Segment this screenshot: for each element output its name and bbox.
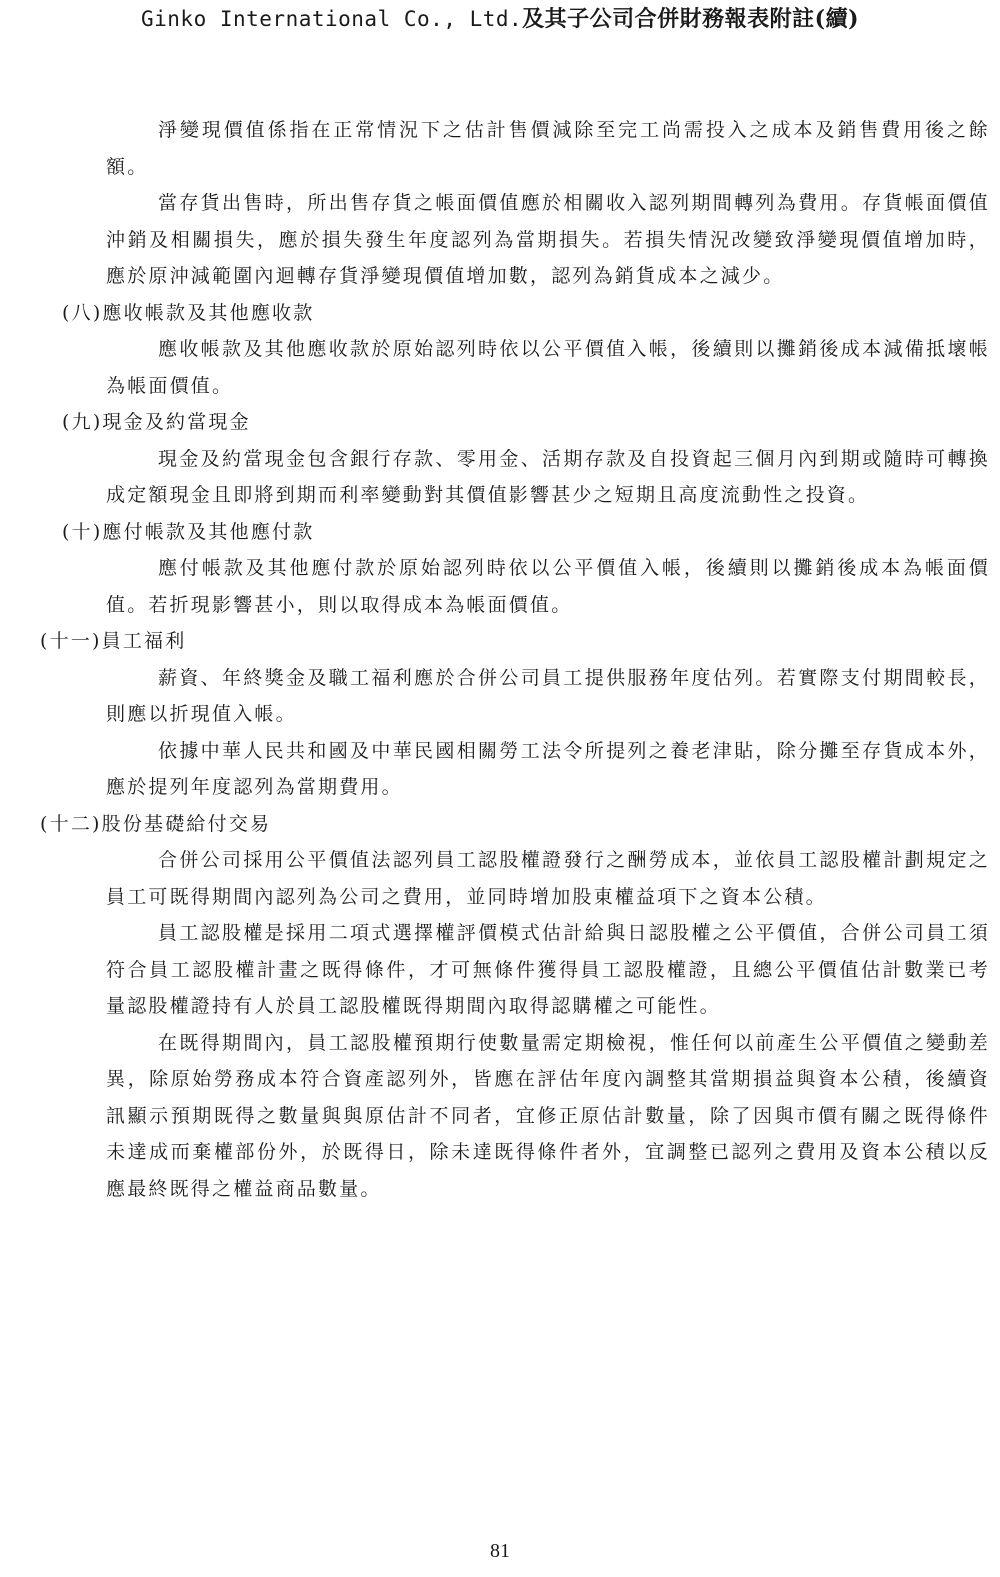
paragraph-fair-value-method: 合併公司採用公平價值法認列員工認股權證發行之酬勞成本，並依員工認股權計劃規定之員工可既得期間內認列為公司之費用，並同時增加股東權益項下之資本公積。 <box>106 849 990 908</box>
section-heading-receivables: (八)應收帳款及其他應收款 <box>62 301 315 324</box>
paragraph-net-realizable-value: 淨變現價值係指在正常情況下之估計售價減除至完工尚需投入之成本及銷售費用後之餘額。 <box>106 119 990 178</box>
page-number: 81 <box>490 1540 510 1562</box>
paragraph-salaries: 薪資、年終獎金及職工福利應於合併公司員工提供服務年度估列。若實際支付期間較長，則應以折現值入帳。 <box>106 666 990 725</box>
section-heading-payables: (十)應付帳款及其他應付款 <box>62 520 315 543</box>
paragraph-payables: 應付帳款及其他應付款於原始認列時依以公平價值入帳，後續則以攤銷後成本為帳面價值。若折現影響甚小，則以取得成本為帳面價值。 <box>106 557 990 616</box>
section-heading-share-based-payment: (十二)股份基礎給付交易 <box>40 812 272 835</box>
paragraph-cash: 現金及約當現金包含銀行存款、零用金、活期存款及自投資起三個月內到期或隨時可轉換成定額現金且即將到期而利率變動對其價值影響甚少之短期且高度流動性之投資。 <box>106 447 990 506</box>
paragraph-receivables: 應收帳款及其他應收款於原始認列時依以公平價值入帳，後續則以攤銷後成本減備抵壞帳為帳面價值。 <box>106 338 990 397</box>
paragraph-pension: 依據中華人民共和國及中華民國相關勞工法令所提列之養老津貼，除分攤至存貨成本外，應於提列年度認列為當期費用。 <box>106 739 990 798</box>
page-header <box>0 4 1000 34</box>
paragraph-vesting-period: 在既得期間內，員工認股權預期行使數量需定期檢視，惟任何以前產生公平價值之變動差異，除原始勞務成本符合資產認列外，皆應在評估年度內調整其當期損益與資本公積，後續資訊顯示預期既得之數量與與原估計不同者，宜修正原估計數量，除了因與市價有關之既得條件未達成而棄權部份外，於既得日，除未達既得條件者外，宜調整已認列之費用及資本公積以反應最終既得之權益商品數量。 <box>106 1031 990 1200</box>
paragraph-binomial-model: 員工認股權是採用二項式選擇權評價模式估計給與日認股權之公平價值，合併公司員工須符合員工認股權計畫之既得條件，才可無條件獲得員工認股權證，且總公平價值估計數業已考量認股權證持有人於員工認股權既得期間內取得認購權之可能性。 <box>106 922 990 1017</box>
paragraph-inventory-sale: 當存貨出售時，所出售存貨之帳面價值應於相關收入認列期間轉列為費用。存貨帳面價值沖銷及相關損失，應於損失發生年度認列為當期損失。若損失情況改變致淨變現價值增加時，應於原沖減範圍內迴轉存貨淨變現價值增加數，認列為銷貨成本之減少。 <box>106 192 990 287</box>
section-heading-employee-benefits: (十一)員工福利 <box>40 630 187 652</box>
report-title: 及其子公司合併財務報表附註(續) <box>522 6 859 32</box>
company-name: Ginko International Co., Ltd. <box>141 7 523 31</box>
notes-body <box>40 112 990 1207</box>
section-heading-cash: (九)現金及約當現金 <box>62 411 251 433</box>
